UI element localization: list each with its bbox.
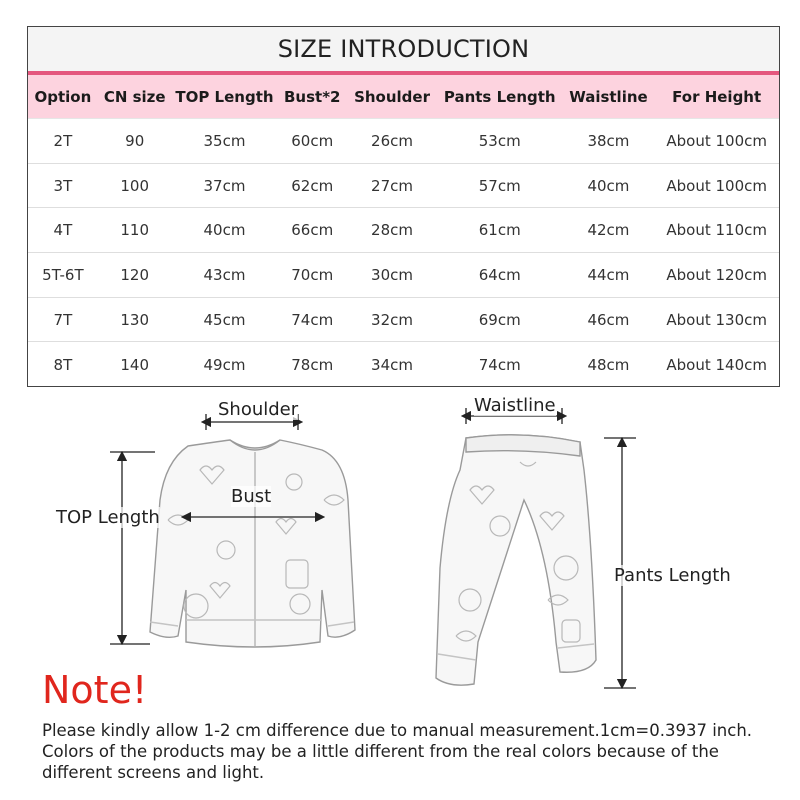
header-cn-size: CN size	[103, 87, 166, 106]
note-title: Note!	[42, 668, 148, 712]
header-shoulder: Shoulder	[354, 87, 430, 106]
note-line-2: Colors of the products may be a little different from the real colors because of the different screens and light.	[42, 742, 719, 782]
table-cell: 53cm	[478, 131, 521, 150]
table-cell: 45cm	[203, 310, 246, 329]
table-cell: 2T	[53, 131, 73, 150]
table-cell: About 140cm	[666, 355, 767, 374]
header-waistline: Waistline	[569, 87, 648, 106]
table-cell: 64cm	[478, 265, 521, 284]
table-cell: 120	[120, 265, 150, 284]
table-cell: 35cm	[203, 131, 246, 150]
table-cell: 48cm	[587, 355, 630, 374]
table-cell: 32cm	[371, 310, 413, 329]
table-cell: About 110cm	[666, 221, 767, 240]
table-cell: 62cm	[291, 176, 334, 195]
size-table	[27, 26, 780, 387]
header-top-length: TOP Length	[175, 87, 274, 106]
top-length-label: TOP Length	[56, 507, 160, 528]
table-cell: 46cm	[587, 310, 630, 329]
table-cell: 5T-6T	[42, 265, 84, 284]
measurement-diagram	[0, 390, 800, 690]
table-cell: 140	[120, 355, 150, 374]
table-cell: 43cm	[203, 265, 246, 284]
table-cell: 110	[120, 221, 150, 240]
table-cell: 28cm	[371, 221, 413, 240]
table-cell: 34cm	[371, 355, 413, 374]
table-cell: 8T	[53, 355, 73, 374]
table-cell: 37cm	[203, 176, 246, 195]
table-row	[28, 342, 779, 387]
header-for-height: For Height	[672, 87, 762, 106]
table-cell: 78cm	[291, 355, 334, 374]
table-cell: 40cm	[203, 221, 246, 240]
header-pants-length: Pants Length	[443, 87, 556, 106]
table-cell: 4T	[53, 221, 73, 240]
table-cell: 38cm	[587, 131, 630, 150]
table-cell: About 100cm	[666, 176, 767, 195]
table-cell: 70cm	[291, 265, 334, 284]
table-cell: 69cm	[478, 310, 521, 329]
table-cell: 44cm	[587, 265, 630, 284]
table-cell: About 120cm	[666, 265, 767, 284]
waistline-label: Waistline	[474, 395, 556, 416]
table-cell: 57cm	[478, 176, 521, 195]
table-cell: 60cm	[291, 131, 334, 150]
table-cell: 49cm	[203, 355, 246, 374]
pants-icon	[436, 435, 596, 685]
table-cell: 27cm	[371, 176, 413, 195]
table-cell: 30cm	[371, 265, 413, 284]
table-cell: 66cm	[291, 221, 334, 240]
table-row	[28, 253, 779, 298]
table-cell: 42cm	[587, 221, 630, 240]
table-row	[28, 164, 779, 209]
jacket-icon	[150, 440, 355, 647]
header-option: Option	[34, 87, 92, 106]
table-header-row	[28, 75, 779, 119]
table-cell: 74cm	[291, 310, 334, 329]
note-line-1: Please kindly allow 1-2 cm difference due to manual measurement.1cm=0.3937 inch.	[42, 721, 753, 740]
note-text	[42, 720, 762, 783]
table-row	[28, 119, 779, 164]
shoulder-label: Shoulder	[218, 399, 299, 420]
table-cell: 26cm	[371, 131, 413, 150]
table-title: SIZE INTRODUCTION	[28, 27, 779, 75]
table-body	[28, 119, 779, 387]
table-cell: 61cm	[478, 221, 521, 240]
table-row	[28, 298, 779, 343]
table-cell: About 100cm	[666, 131, 767, 150]
table-cell: 100	[120, 176, 150, 195]
bust-label: Bust	[231, 486, 272, 507]
table-row	[28, 208, 779, 253]
table-cell: 3T	[53, 176, 73, 195]
table-cell: 90	[125, 131, 145, 150]
garment-illustration	[0, 390, 800, 690]
table-cell: About 130cm	[666, 310, 767, 329]
header-bust: Bust*2	[283, 87, 341, 106]
table-cell: 74cm	[478, 355, 521, 374]
table-cell: 7T	[53, 310, 73, 329]
table-cell: 40cm	[587, 176, 630, 195]
table-cell: 130	[120, 310, 150, 329]
pants-length-label: Pants Length	[614, 565, 731, 586]
